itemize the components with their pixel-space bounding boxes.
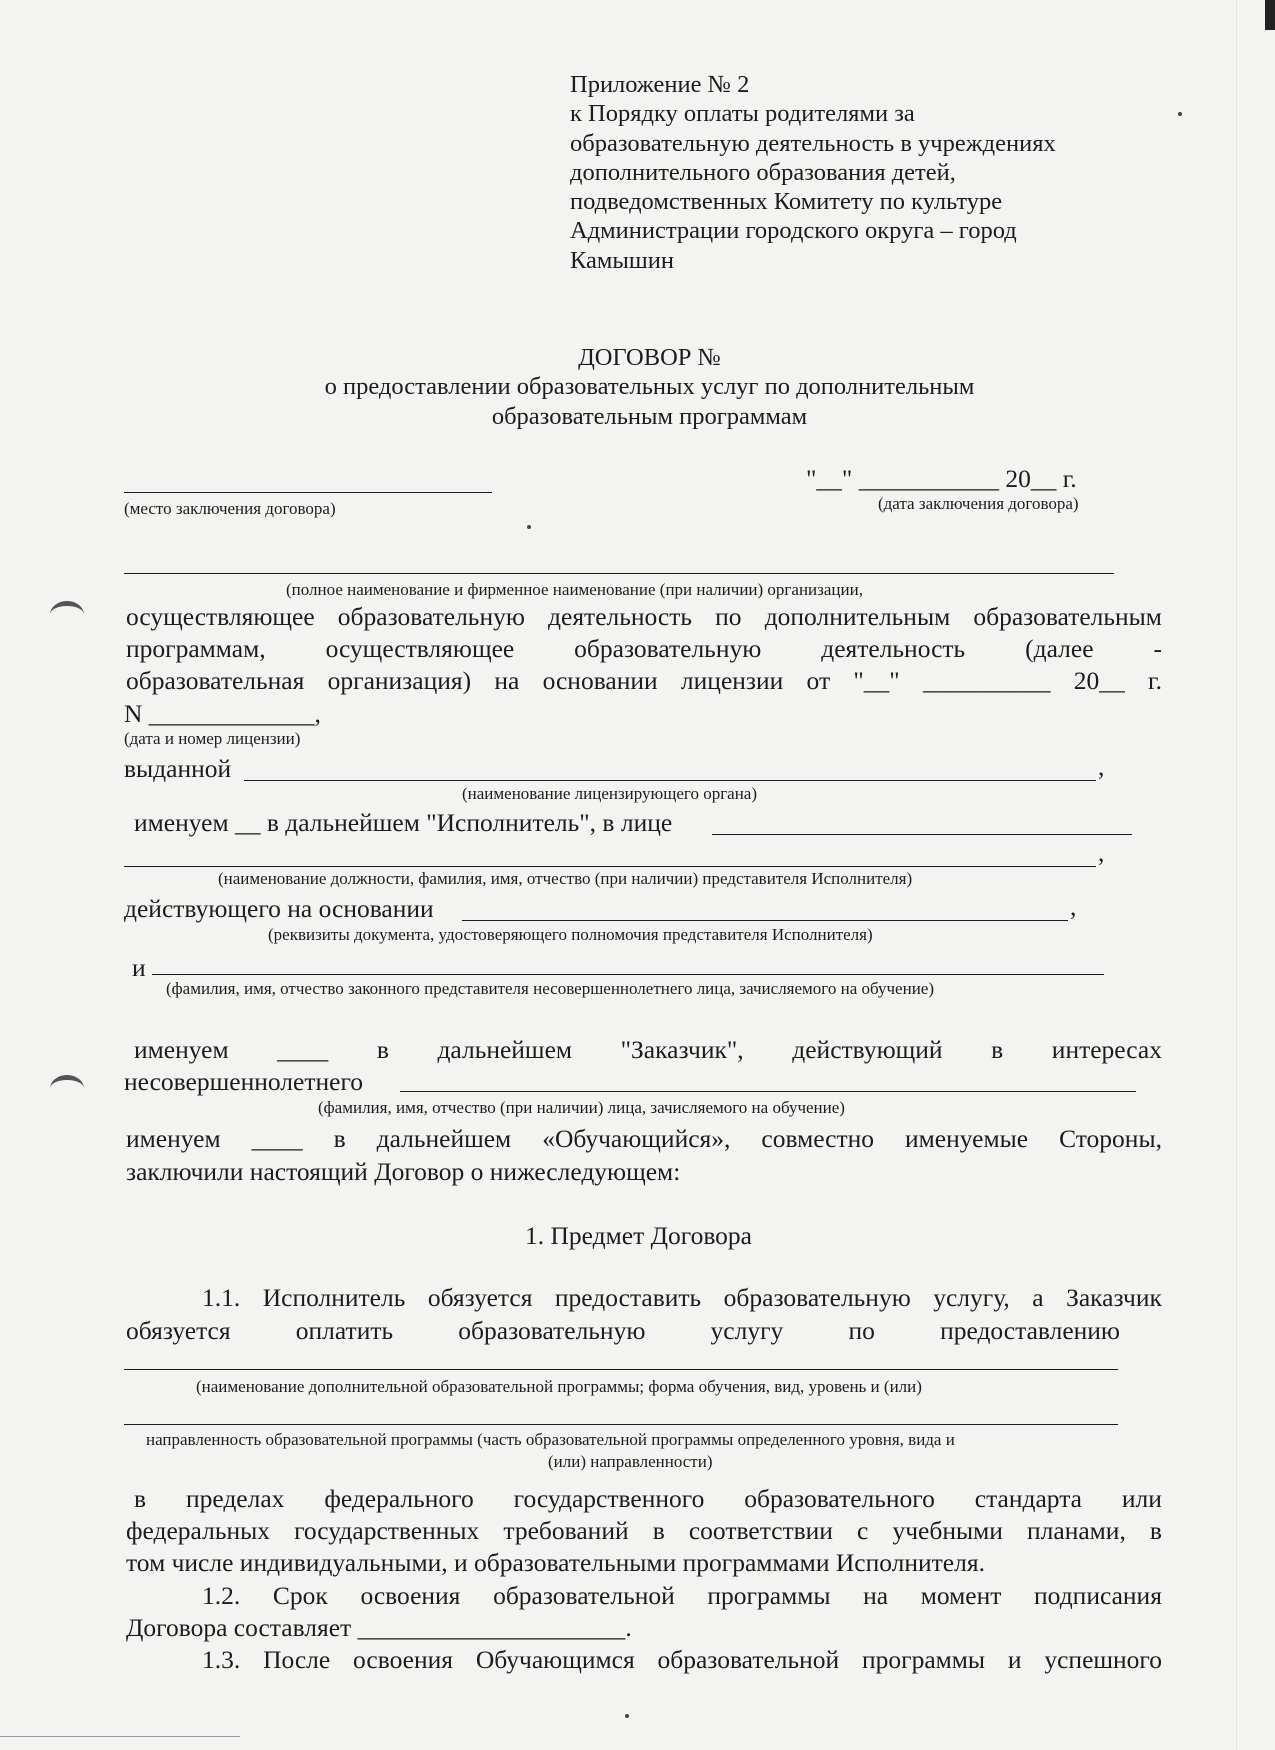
body-line: том числе индивидуальными, и образовательными программами Исполнителя. [126, 1548, 985, 1577]
appendix-line: подведомственных Комитету по культуре [570, 188, 1003, 216]
body-line: образовательная организация) на основании лицензии от "__" __________ 20__ г. [126, 666, 1162, 695]
contract-subtitle: образовательным программам [491, 403, 808, 430]
appendix-line: образовательную деятельность в учреждениях [570, 129, 1056, 157]
concluded-line: заключили настоящий Договор о нижеследующем: [126, 1157, 681, 1186]
appendix-line: Камышин [570, 246, 674, 274]
issuer-blank-line [244, 780, 1096, 781]
issuer-caption: (наименование лицензирующего органа) [462, 784, 758, 803]
basis-blank-line [462, 920, 1068, 921]
body-line: федеральных государственных требований в соответствии с учебными планами, в [126, 1516, 1162, 1545]
scan-speck [1178, 112, 1182, 116]
appendix-line: дополнительного образования детей, [570, 158, 956, 186]
body-line: 1.2. Срок освоения образовательной программы на момент подписания [202, 1581, 1162, 1610]
appendix-line: Приложение № 2 [570, 71, 750, 98]
executor-rep-blank-line [712, 834, 1132, 835]
basis-comma: , [1070, 892, 1077, 921]
appendix-line: Администрации городского округа – город [570, 217, 1017, 245]
org-caption: (полное наименование и фирменное наименование (при наличии) организации, [286, 580, 863, 599]
footer-rule [0, 1736, 240, 1737]
rep-caption: (наименование должности, фамилия, имя, отчество (при наличии) представителя Исполнителя) [218, 869, 913, 888]
body-line: именуем ____ в дальнейшем «Обучающийся», совместно именуемые Стороны, [126, 1124, 1162, 1153]
basis-label: действующего на основании [124, 894, 434, 923]
executor-line: именуем __ в дальнейшем "Исполнитель", в лице [134, 808, 673, 837]
minor-caption: (фамилия, имя, отчество (при наличии) лица, зачисляемого на обучение) [318, 1098, 845, 1117]
body-line: осуществляющее образовательную деятельность по дополнительным образовательным [126, 602, 1162, 631]
basis-caption: (реквизиты документа, удостоверяющего полномочия представителя Исполнителя) [268, 925, 873, 944]
body-line: 1.3. После освоения Обучающимся образовательной программы и успешного [202, 1645, 1162, 1674]
license-caption: (дата и номер лицензии) [124, 729, 301, 748]
org-blank-line [124, 573, 1114, 574]
contract-title: ДОГОВОР № [578, 344, 721, 371]
body-line: обязуется оплатить образовательную услугу по предоставлению [126, 1316, 1120, 1345]
guardian-caption: (фамилия, имя, отчество законного представителя несовершеннолетнего лица, зачисляемого на обучение) [166, 979, 934, 998]
body-line: программам, осуществляющее образовательную деятельность (далее - [126, 634, 1162, 663]
body-line: именуем ____ в дальнейшем "Заказчик", действующий в интересах [134, 1035, 1162, 1064]
license-number-field: N _____________, [124, 699, 321, 728]
scan-speck [527, 525, 531, 529]
program-blank-line [124, 1369, 1118, 1370]
body-line: в пределах федерального государственного образовательного стандарта или [134, 1484, 1162, 1513]
scan-border [1236, 0, 1237, 1750]
body-line: 1.1. Исполнитель обязуется предоставить образовательную услугу, а Заказчик [202, 1283, 1162, 1312]
section-title: 1. Предмет Договора [525, 1221, 752, 1250]
scan-edge-mark [1265, 0, 1275, 30]
issued-label: выданной [124, 754, 232, 783]
punch-hole-mark [50, 601, 84, 628]
place-blank-line [124, 492, 492, 493]
date-caption: (дата заключения договора) [878, 494, 1079, 513]
minor-label: несовершеннолетнего [124, 1067, 364, 1096]
appendix-block [570, 70, 1056, 275]
direction-caption: направленность образовательной программы (часть образовательной программы определенного уровня, вида и [146, 1430, 955, 1449]
direction-blank-line [124, 1424, 1118, 1425]
rep-blank-line [124, 866, 1096, 867]
direction-caption: (или) направленности) [548, 1452, 713, 1471]
contract-subtitle: о предоставлении образовательных услуг по дополнительным [324, 373, 975, 400]
issued-comma: , [1098, 752, 1105, 781]
minor-blank-line [400, 1091, 1136, 1092]
place-caption: (место заключения договора) [124, 499, 336, 518]
date-field: "__" ___________ 20__ г. [806, 464, 1077, 493]
punch-hole-mark [50, 1075, 84, 1102]
scan-speck [625, 1714, 629, 1718]
and-label: и [132, 953, 146, 982]
guardian-blank-line [152, 974, 1104, 975]
appendix-line: к Порядку оплаты родителями за [570, 100, 915, 128]
body-line: Договора составляет _____________________. [126, 1613, 632, 1642]
program-caption: (наименование дополнительной образовательной программы; форма обучения, вид, уровень и (или) [196, 1377, 922, 1396]
rep-comma: , [1098, 838, 1105, 867]
